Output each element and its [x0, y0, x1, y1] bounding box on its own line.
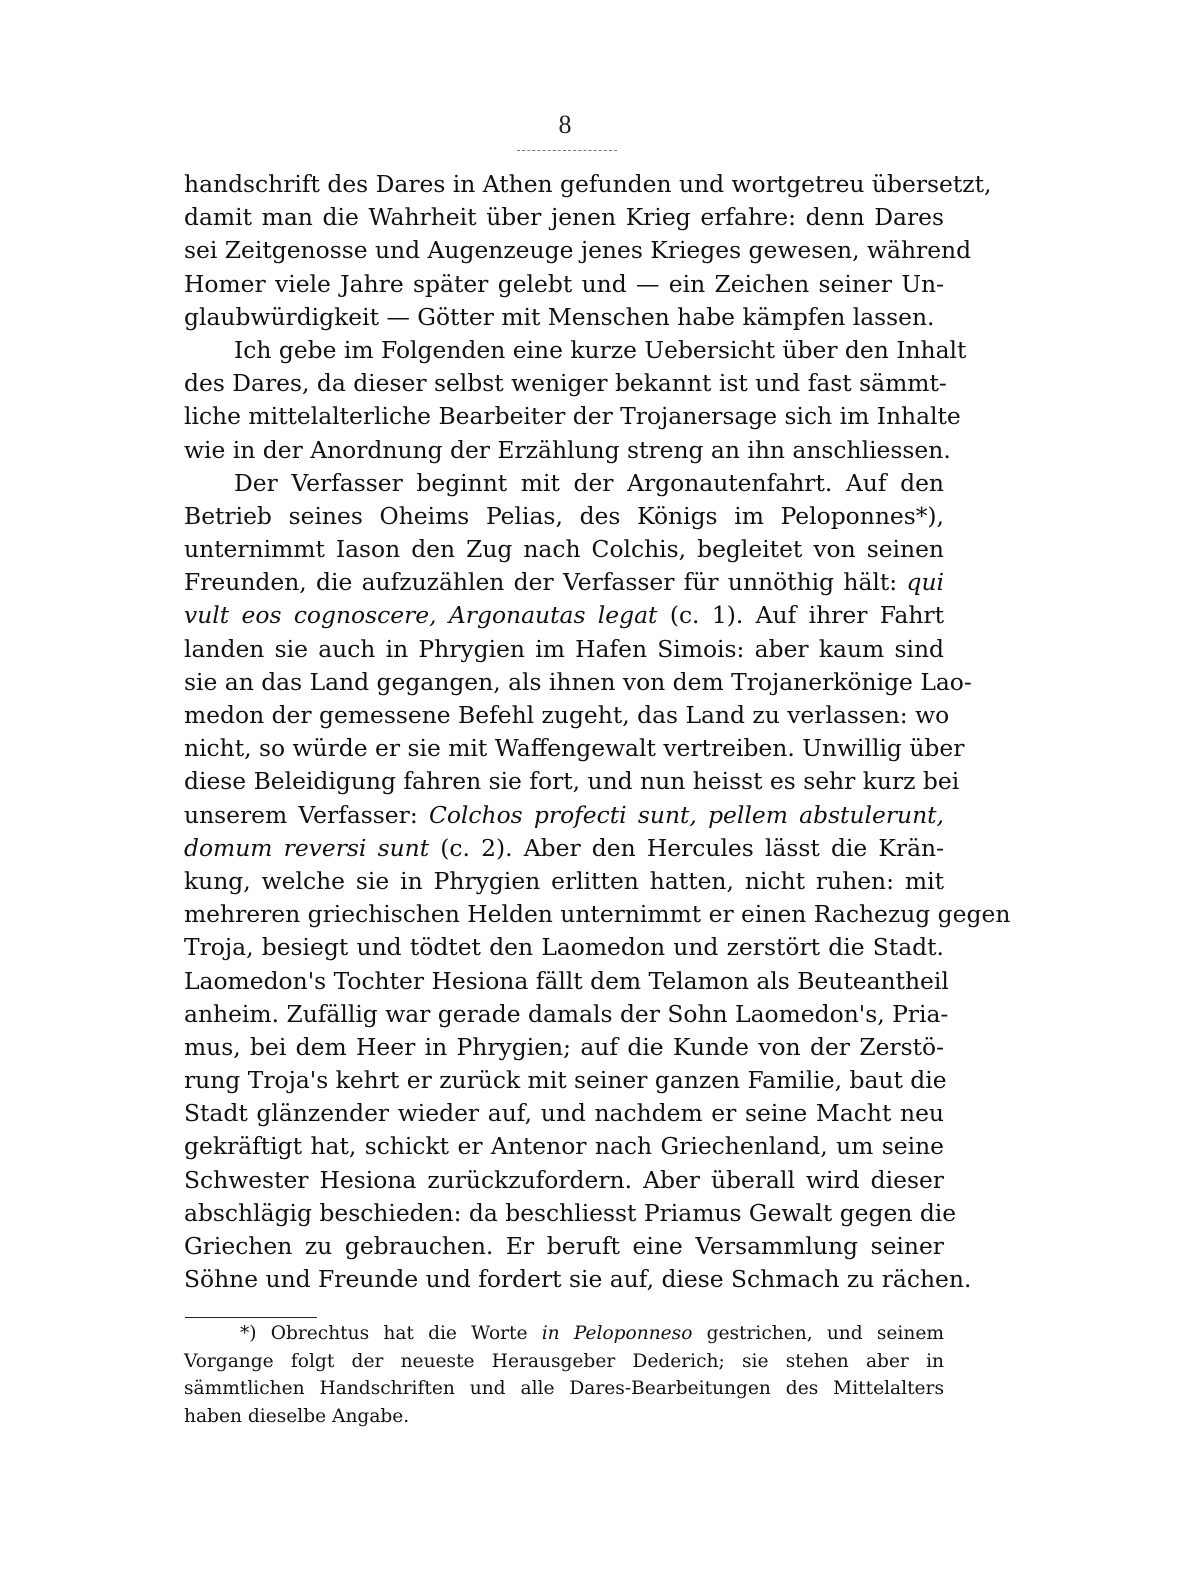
text-line: Freunden, die aufzuzählen der Verfasser für unnöthig hält: qui — [184, 568, 944, 597]
page-number: 8 — [558, 110, 572, 139]
footnote — [184, 1320, 944, 1430]
text-line: landen sie auch in Phrygien im Hafen Simois: aber kaum sind — [184, 634, 944, 663]
text-line: mehreren griechischen Helden unternimmt er einen Rachezug gegen — [184, 900, 1011, 929]
text-line: glaubwürdigkeit — Götter mit Menschen habe kämpfen lassen. — [184, 302, 935, 331]
text-line: wie in der Anordnung der Erzählung streng an ihn anschliessen. — [184, 435, 951, 464]
main-text — [184, 168, 1011, 1296]
text-line: gekräftigt hat, schickt er Antenor nach Griechenland, um seine — [184, 1132, 944, 1161]
text-line: Stadt glänzender wieder auf, und nachdem er seine Macht neu — [184, 1099, 944, 1128]
text-line: mus, bei dem Heer in Phrygien; auf die Kunde von der Zerstö- — [184, 1032, 944, 1061]
text-line: medon der gemessene Befehl zugeht, das Land zu verlassen: wo — [184, 701, 950, 729]
text-line: liche mittelalterliche Bearbeiter der Trojanersage sich im Inhalte — [184, 402, 961, 431]
text-line: Der Verfasser beginnt mit der Argonautenfahrt. Auf den — [234, 468, 944, 497]
footnote-line: haben dieselbe Angabe. — [184, 1405, 410, 1427]
text-line: domum reversi sunt (c. 2). Aber den Hercules lässt die Krän- — [184, 833, 944, 862]
text-line: unternimmt Iason den Zug nach Colchis, begleitet von seinen — [184, 535, 944, 564]
text-line: Betrieb seines Oheims Pelias, des Königs im Peloponnes*), — [184, 501, 944, 530]
text-line: des Dares, da dieser selbst weniger bekannt ist und fast sämmt- — [184, 369, 947, 398]
text-line: Laomedon's Tochter Hesiona fällt dem Telamon als Beuteantheil — [184, 966, 949, 995]
text-line: Griechen zu gebrauchen. Er beruft eine Versammlung seiner — [184, 1232, 944, 1260]
text-line: Troja, besiegt und tödtet den Laomedon und zerstört die Stadt. — [184, 933, 944, 962]
text-line: handschrift des Dares in Athen gefunden und wortgetreu übersetzt, — [184, 170, 992, 198]
text-line: abschlägig beschieden: da beschliesst Priamus Gewalt gegen die — [184, 1198, 957, 1227]
text-line: vult eos cognoscere, Argonautas legat (c. 1). Auf ihrer Fahrt — [184, 601, 944, 630]
text-line: anheim. Zufällig war gerade damals der Sohn Laomedon's, Pria- — [184, 999, 949, 1028]
text-line: sie an das Land gegangen, als ihnen von dem Trojanerkönige Lao- — [184, 667, 972, 696]
footnote-rule — [185, 1317, 317, 1318]
text-line: rung Troja's kehrt er zurück mit seiner ganzen Familie, baut die — [184, 1066, 947, 1095]
page-number-rule — [517, 150, 617, 151]
text-line: Söhne und Freunde und fordert sie auf, diese Schmach zu rächen. — [184, 1265, 972, 1294]
text-line: damit man die Wahrheit über jenen Krieg erfahre: denn Dares — [184, 203, 944, 232]
footnote-line: Vorgange folgt der neueste Herausgeber Dederich; sie stehen aber in — [184, 1350, 944, 1372]
text-line: unserem Verfasser: Colchos profecti sunt, pellem abstulerunt, — [184, 800, 944, 829]
text-line: Homer viele Jahre später gelebt und — ein Zeichen seiner Un- — [184, 269, 944, 298]
footnote-line: *) Obrechtus hat die Worte in Peloponneso gestrichen, und seinem — [240, 1323, 944, 1344]
text-line: Ich gebe im Folgenden eine kurze Uebersicht über den Inhalt — [234, 335, 967, 364]
text-line: nicht, so würde er sie mit Waffengewalt vertreiben. Unwillig über — [184, 734, 965, 763]
text-line: sei Zeitgenosse und Augenzeuge jenes Krieges gewesen, während — [184, 236, 972, 265]
text-line: diese Beleidigung fahren sie fort, und nun heisst es sehr kurz bei — [184, 767, 960, 796]
text-line: Schwester Hesiona zurückzufordern. Aber überall wird dieser — [184, 1165, 944, 1194]
text-line: kung, welche sie in Phrygien erlitten hatten, nicht ruhen: mit — [184, 866, 944, 895]
footnote-line: sämmtlichen Handschriften und alle Dares-Bearbeitungen des Mittelalters — [184, 1378, 944, 1399]
